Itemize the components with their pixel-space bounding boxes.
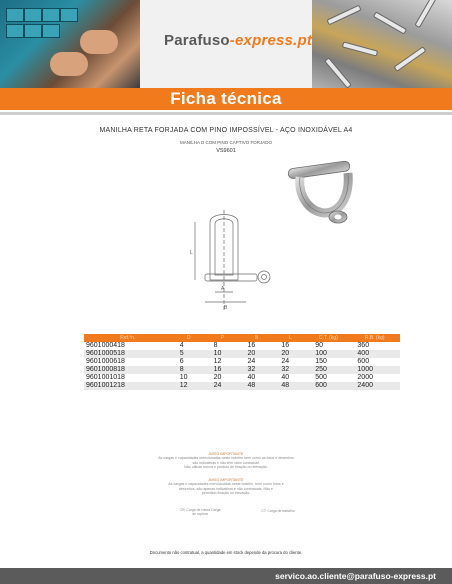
table-header-row <box>84 334 400 342</box>
cell-ref: 9601000818 <box>84 366 172 374</box>
product-code: VS9601 <box>216 148 236 154</box>
product-photo <box>278 155 370 233</box>
legend-ct: CT: Carga de trabalho <box>261 509 295 513</box>
cell: 100 <box>307 350 349 358</box>
cell: 600 <box>307 382 349 390</box>
notice-line: Não utilizar nunca o produto de fixação ou elevação. <box>184 465 268 470</box>
cell: 32 <box>273 366 307 374</box>
cell-ref: 9601000418 <box>86 342 125 349</box>
cell: 150 <box>315 358 327 365</box>
divider <box>0 112 452 115</box>
cell: 48 <box>239 382 273 390</box>
notice-line: As cargas e capacidades mencionadas neste boletim bem como as fotos e desenhos <box>158 456 294 461</box>
cell: 40 <box>247 374 256 381</box>
table-row <box>84 342 400 350</box>
cell: 16 <box>206 366 240 374</box>
document-title: Ficha técnica <box>170 89 282 108</box>
drawing-label-b: B <box>224 305 228 311</box>
col-header: C.T. (kg) <box>307 334 349 342</box>
cell-ref: 9601000618 <box>86 358 125 365</box>
table-row <box>84 366 400 374</box>
cell: 40 <box>281 374 290 381</box>
product-subtitle: MANILHA D COM PINO CAPTIVO FORJADO <box>179 140 272 145</box>
cell: 24 <box>247 358 256 365</box>
cell: 6 <box>179 358 184 365</box>
notice-block-1 <box>0 452 452 470</box>
cell: 20 <box>213 374 222 381</box>
notice-title: AVISO IMPORTANTE <box>208 452 244 456</box>
cell: 5 <box>172 350 206 358</box>
cell: 8 <box>172 366 206 374</box>
cell: 2000 <box>357 374 373 381</box>
cell: 10 <box>179 374 188 381</box>
brand-logo: Parafuso-express.pt <box>164 32 313 49</box>
drawing-label-l: L <box>190 250 193 256</box>
cell: 24 <box>281 358 290 365</box>
cell-ref: 9601000518 <box>84 350 172 358</box>
notice-line: As cargas e capacidades mencionadas neste boletim, bem como fotos e <box>168 482 284 487</box>
cell: 12 <box>213 358 222 365</box>
notice-line: são indicativas e não têm valor contratual. <box>192 460 260 465</box>
contact-email-link[interactable]: servico.ao.cliente@parafuso-express.pt <box>275 571 436 581</box>
col-header: L <box>273 334 307 342</box>
col-header: D <box>172 334 206 342</box>
cell: 48 <box>273 382 307 390</box>
cell: 500 <box>315 374 327 381</box>
specs-table <box>84 334 400 390</box>
col-header: R.B. (kg) <box>349 334 400 342</box>
header-photo-tools <box>0 0 140 88</box>
cell: 16 <box>247 342 256 349</box>
cell: 20 <box>239 350 273 358</box>
cell: 360 <box>357 342 370 349</box>
notice-block-2 <box>0 478 452 496</box>
notice-title: AVISO IMPORTANTE <box>208 478 244 482</box>
header-photo-screws <box>312 0 452 88</box>
cell: 90 <box>315 342 323 349</box>
disclaimer: Documento não contratual, a quantidade em stock depende da procura do cliente. <box>149 550 303 555</box>
drawing-label-a: A <box>221 286 225 292</box>
cell-ref: 9601001218 <box>84 382 172 390</box>
table-row <box>84 350 400 358</box>
cell: 8 <box>213 342 218 349</box>
technical-drawing <box>170 210 280 315</box>
cell: 250 <box>307 366 349 374</box>
cell: 24 <box>206 382 240 390</box>
cell: 12 <box>172 382 206 390</box>
table-row <box>84 382 400 390</box>
cell: 400 <box>349 350 400 358</box>
cell: 600 <box>357 358 370 365</box>
cell: 1000 <box>349 366 400 374</box>
cell: 20 <box>273 350 307 358</box>
cell: 2400 <box>349 382 400 390</box>
cell: 10 <box>206 350 240 358</box>
header-banner <box>0 0 452 88</box>
table-row <box>84 374 400 382</box>
cell: 4 <box>179 342 184 349</box>
notice-line: desenhos, são apenas indicativos e não contratuais. Não é <box>178 486 274 491</box>
cell: 16 <box>281 342 290 349</box>
col-header: B <box>239 334 273 342</box>
cell: 32 <box>239 366 273 374</box>
col-header: P <box>206 334 240 342</box>
notice-line: permitido fixação ou elevação. <box>201 491 251 496</box>
product-title: MANILHA RETA FORJADA COM PINO IMPOSSÍVEL - AÇO INOXIDÁVEL A4 <box>99 127 353 134</box>
legend-cr: CR: Carga de rotura Carga de ruptura <box>179 508 221 516</box>
table-row <box>84 358 400 366</box>
cell-ref: 9601001018 <box>86 374 125 381</box>
col-header: Ref.ªn. <box>84 334 172 342</box>
